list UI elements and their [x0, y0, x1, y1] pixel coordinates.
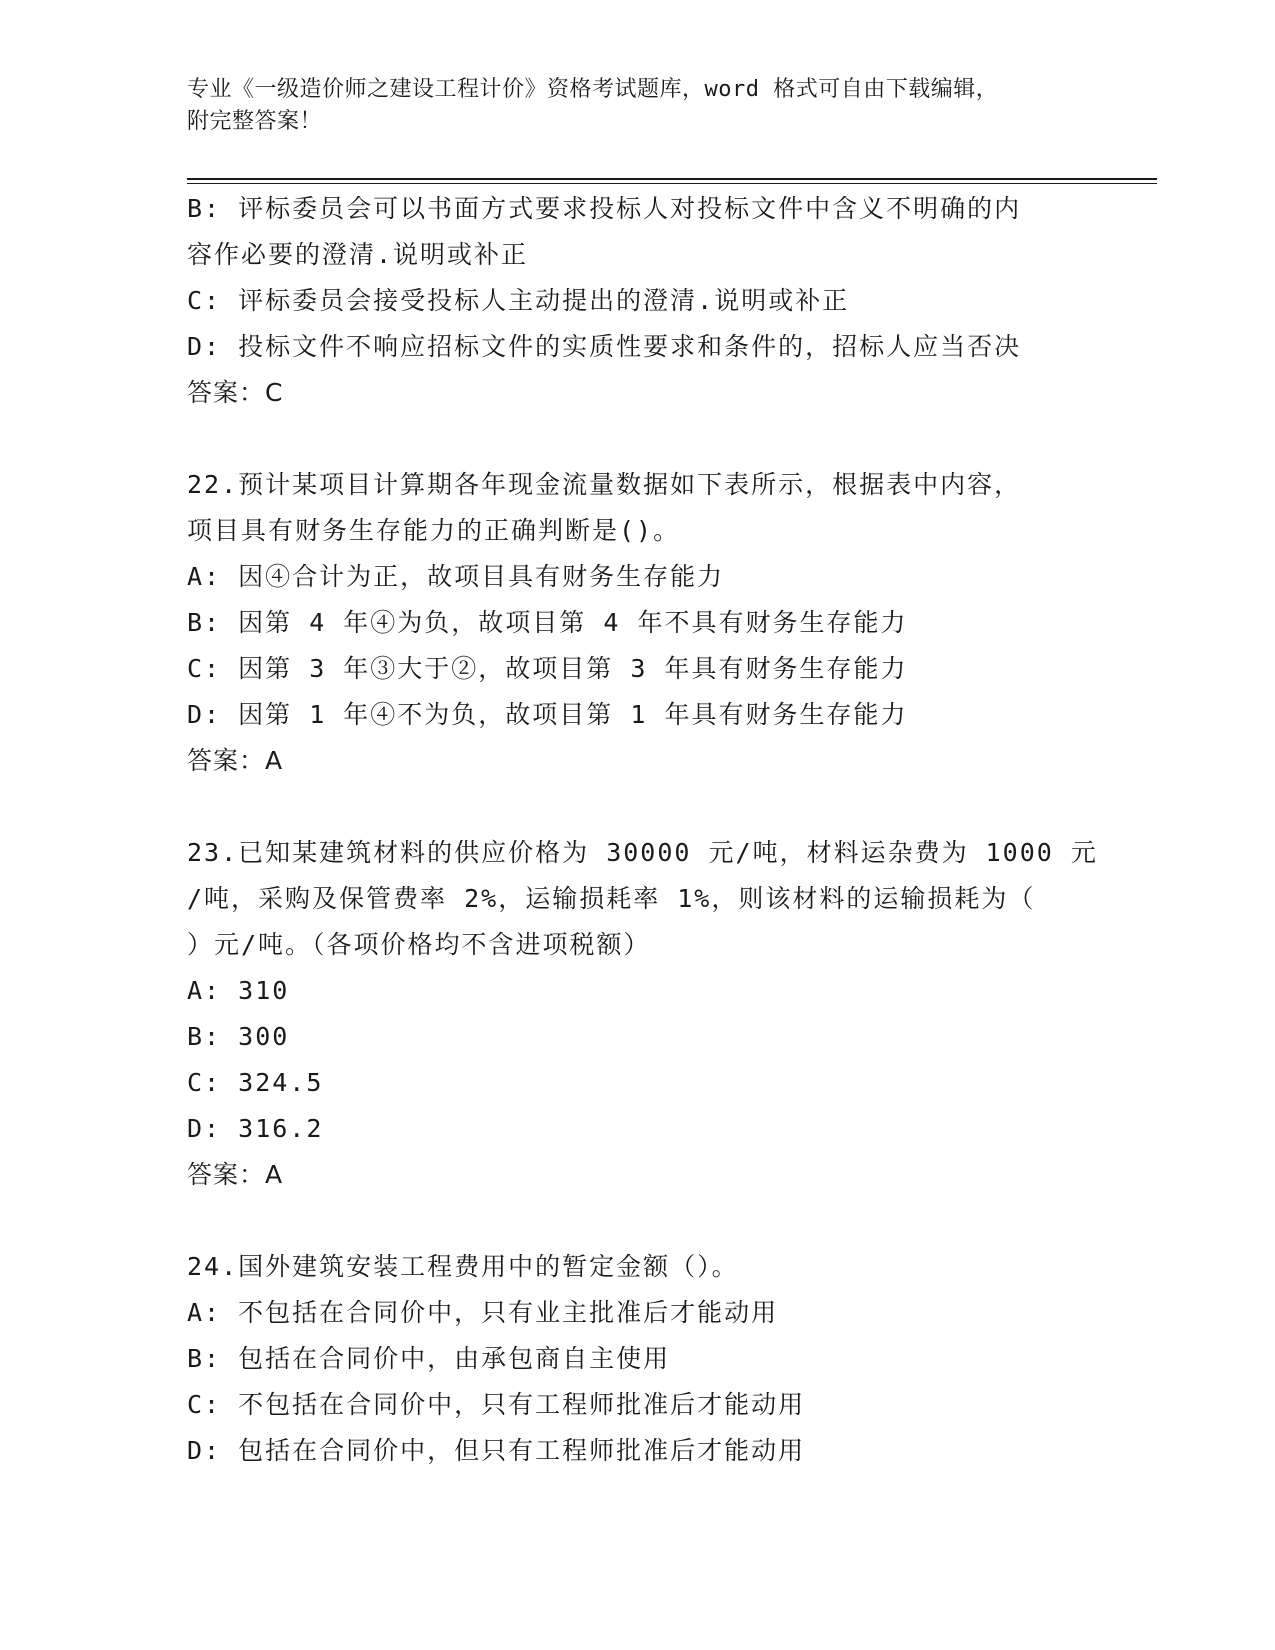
question-stem: 22.预计某项目计算期各年现金流量数据如下表所示，根据表中内容，: [187, 470, 1022, 499]
document-body: [187, 186, 1098, 1474]
option-line: D: 因第 1 年④不为负，故项目第 1 年具有财务生存能力: [187, 700, 908, 729]
answer-line: 答案：A: [187, 746, 284, 775]
option-line: A: 310: [187, 976, 290, 1005]
document-header: [187, 74, 1087, 138]
spacer: [187, 416, 1087, 462]
header-line-2: 附完整答案！: [187, 109, 323, 134]
option-line: C: 不包括在合同价中，只有工程师批准后才能动用: [187, 1390, 806, 1419]
question-stem: 24.国外建筑安装工程费用中的暂定金额（）。: [187, 1252, 739, 1281]
question-stem: 项目具有财务生存能力的正确判断是()。: [187, 516, 681, 545]
spacer: [187, 784, 1087, 830]
header-divider-thin: [187, 183, 1157, 184]
header-line-1: 专业《一级造价师之建设工程计价》资格考试题库，word 格式可自由下载编辑，: [187, 77, 999, 102]
option-line: B: 300: [187, 1022, 290, 1051]
answer-line: 答案：A: [187, 1160, 284, 1189]
question-stem: 23.已知某建筑材料的供应价格为 30000 元/吨，材料运杂费为 1000 元: [187, 838, 1098, 867]
option-line: C: 评标委员会接受投标人主动提出的澄清.说明或补正: [187, 286, 850, 315]
question-24: [187, 1244, 1087, 1474]
question-stem: ）元/吨。（各项价格均不含进项税额）: [187, 930, 651, 959]
option-line: B: 包括在合同价中，由承包商自主使用: [187, 1344, 671, 1373]
answer-line: 答案：C: [187, 378, 284, 407]
option-line: C: 324.5: [187, 1068, 324, 1097]
question-22: [187, 462, 1087, 784]
header-divider-thick: [187, 178, 1157, 180]
option-line: C: 因第 3 年③大于②，故项目第 3 年具有财务生存能力: [187, 654, 908, 683]
option-line: B: 评标委员会可以书面方式要求投标人对投标文件中含义不明确的内: [187, 194, 1022, 223]
option-line: A: 因④合计为正，故项目具有财务生存能力: [187, 562, 725, 591]
spacer: [187, 1198, 1087, 1244]
question-21-continuation: [187, 186, 1087, 416]
option-line: D: 包括在合同价中，但只有工程师批准后才能动用: [187, 1436, 806, 1465]
option-line: A: 不包括在合同价中，只有业主批准后才能动用: [187, 1298, 779, 1327]
question-stem: /吨，采购及保管费率 2%，运输损耗率 1%，则该材料的运输损耗为（: [187, 884, 1036, 913]
option-line: D: 316.2: [187, 1114, 324, 1143]
option-line: D: 投标文件不响应招标文件的实质性要求和条件的，招标人应当否决: [187, 332, 1022, 361]
question-23: [187, 830, 1098, 1198]
option-line: 容作必要的澄清.说明或补正: [187, 240, 529, 269]
option-line: B: 因第 4 年④为负，故项目第 4 年不具有财务生存能力: [187, 608, 908, 637]
